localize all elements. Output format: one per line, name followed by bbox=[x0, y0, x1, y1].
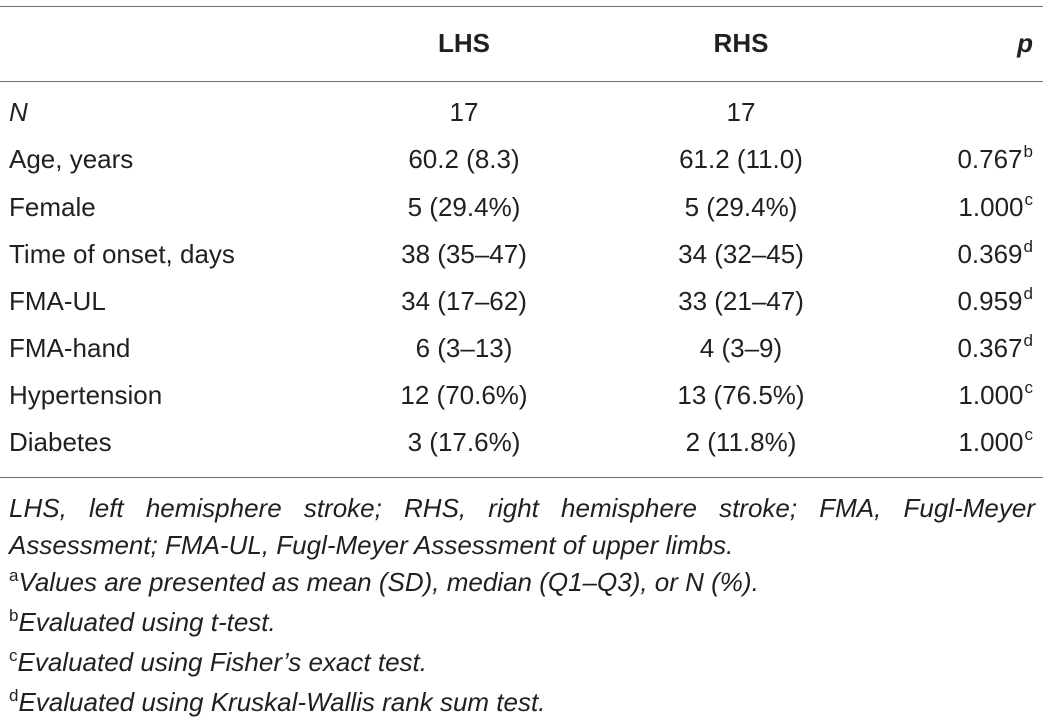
table-row bbox=[0, 325, 1043, 372]
row-rhs: 4 (3–9) bbox=[699, 333, 783, 363]
row-lhs: 60.2 (8.3) bbox=[408, 144, 520, 174]
row-p: 0.767$^b$ bbox=[957, 142, 1033, 174]
table-bottom-rule bbox=[0, 477, 1043, 478]
row-lhs: 12 (70.6%) bbox=[400, 380, 528, 410]
row-lhs: 3 (17.6%) bbox=[407, 427, 521, 457]
table-top-rule bbox=[0, 6, 1043, 7]
row-label: FMA-UL bbox=[9, 286, 106, 316]
row-p: 0.369$^d$ bbox=[957, 237, 1033, 269]
row-rhs: 13 (76.5%) bbox=[677, 380, 805, 410]
row-p: 1.000$^c$ bbox=[958, 190, 1033, 222]
row-lhs: 17 bbox=[449, 97, 479, 127]
table-row bbox=[0, 89, 1043, 136]
table-row bbox=[0, 231, 1043, 278]
footnote-a: $^a$Values are presented as mean (SD), median (Q1–Q3), or N (%). bbox=[9, 566, 759, 597]
row-rhs: 33 (21–47) bbox=[678, 286, 804, 316]
row-rhs: 17 bbox=[726, 97, 756, 127]
row-p bbox=[1032, 89, 1033, 136]
row-label: Hypertension bbox=[9, 380, 163, 410]
row-p: 1.000$^c$ bbox=[958, 425, 1033, 457]
row-rhs: 34 (32–45) bbox=[678, 239, 804, 269]
header-lhs: LHS bbox=[438, 28, 490, 58]
row-label: Time of onset, days bbox=[9, 239, 235, 269]
row-lhs: 38 (35–47) bbox=[401, 239, 527, 269]
header-p: p bbox=[1017, 28, 1033, 58]
row-p: 0.367$^d$ bbox=[957, 331, 1033, 363]
row-p: 1.000$^c$ bbox=[958, 378, 1033, 410]
table-row bbox=[0, 419, 1043, 466]
header-rhs: RHS bbox=[713, 28, 769, 58]
row-label: Diabetes bbox=[9, 427, 112, 457]
row-rhs: 61.2 (11.0) bbox=[679, 144, 803, 174]
row-lhs: 6 (3–13) bbox=[415, 333, 513, 363]
table-header-row bbox=[0, 20, 1043, 67]
abbreviations-note: LHS, left hemisphere stroke; RHS, right hemisphere stroke; FMA, Fugl-Meyer Assessment; FMA-UL, Fugl-Meyer Assessment of upper limbs. bbox=[9, 493, 1035, 560]
row-label: Age, years bbox=[9, 144, 134, 174]
table-header-rule bbox=[0, 81, 1043, 82]
table-footnotes bbox=[9, 490, 1035, 724]
footnote-d: $^d$Evaluated using Kruskal-Wallis rank sum test. bbox=[9, 686, 546, 717]
table-row bbox=[0, 184, 1043, 231]
row-rhs: 5 (29.4%) bbox=[684, 192, 798, 222]
row-lhs: 34 (17–62) bbox=[401, 286, 527, 316]
row-label: N bbox=[9, 97, 28, 127]
table-row bbox=[0, 136, 1043, 183]
row-label: FMA-hand bbox=[9, 333, 131, 363]
footnote-b: $^b$Evaluated using t-test. bbox=[9, 606, 276, 637]
footnote-c: $^c$Evaluated using Fisher’s exact test. bbox=[9, 646, 427, 677]
row-lhs: 5 (29.4%) bbox=[407, 192, 521, 222]
row-p: 0.959$^d$ bbox=[957, 284, 1033, 316]
table-row bbox=[0, 372, 1043, 419]
row-label: Female bbox=[9, 192, 96, 222]
table-row bbox=[0, 278, 1043, 325]
row-rhs: 2 (11.8%) bbox=[685, 427, 797, 457]
